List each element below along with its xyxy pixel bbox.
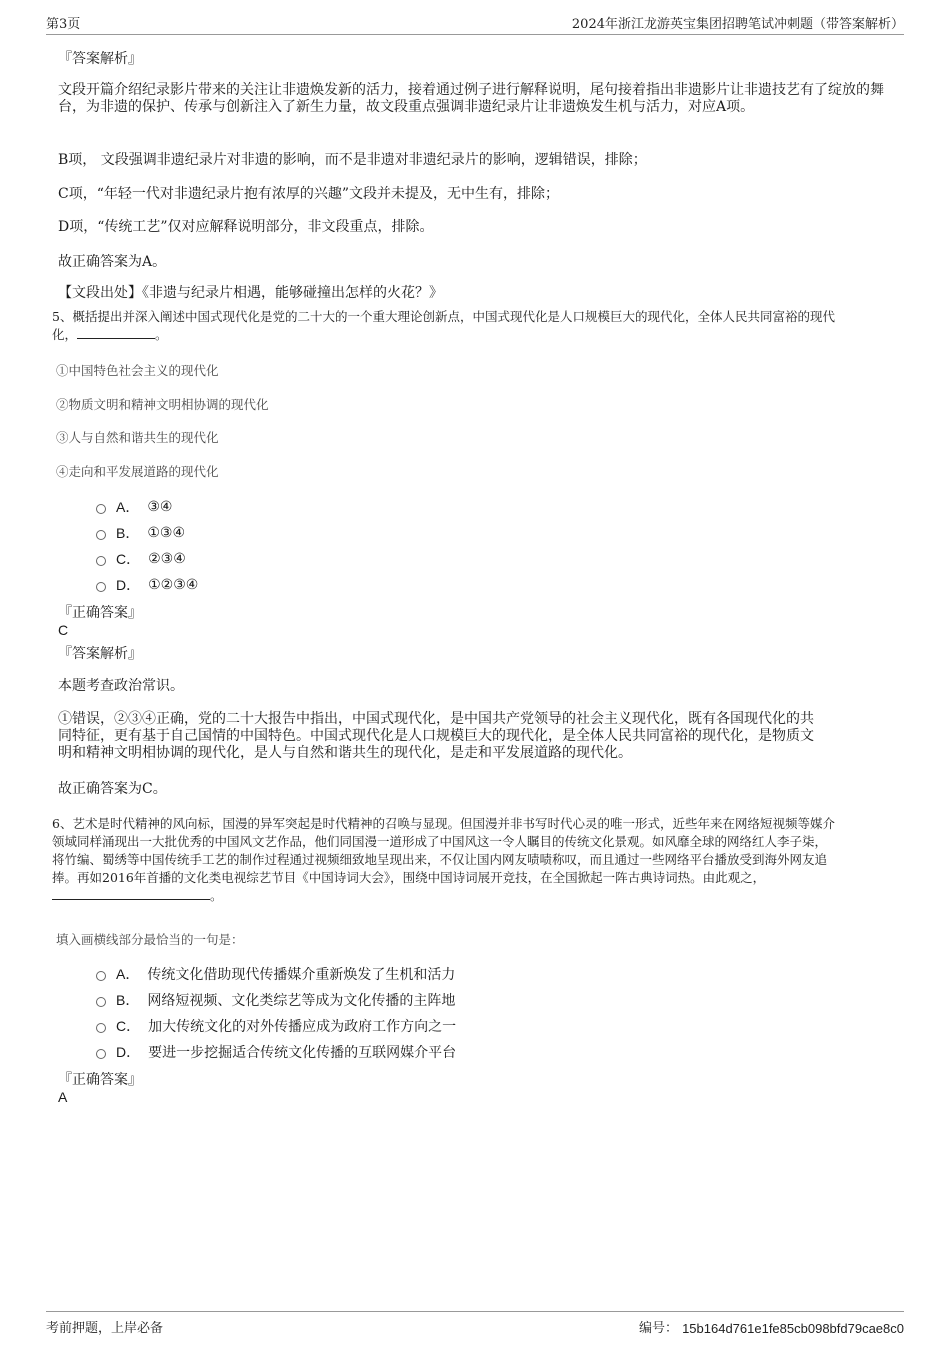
choice-option-a[interactable]: A． ③④ bbox=[96, 497, 172, 517]
choice-option-c[interactable]: C． ②③④ bbox=[96, 549, 186, 569]
analysis-label: 『答案解析』 bbox=[58, 51, 142, 67]
radio-icon[interactable] bbox=[96, 530, 106, 540]
analysis-conclusion: 故正确答案为A。 bbox=[58, 254, 167, 270]
analysis-paragraph: 文段开篇介绍纪录影片带来的关注让非遗焕发新的活力，接着通过例子进行解释说明，尾句接着指出非遗影片让非遗技艺有了绽放的舞台，为非遗的保护、传承与创新注入了新生力量，故文段重点强调非遗纪录片让非遗焕发生机与活力，对应A项。 bbox=[58, 82, 884, 115]
fill-blank bbox=[52, 887, 210, 900]
radio-icon[interactable] bbox=[96, 1049, 106, 1059]
statement-item: ①中国特色社会主义的现代化 bbox=[56, 363, 219, 378]
radio-icon[interactable] bbox=[96, 582, 106, 592]
statement-item: ②物质文明和精神文明相协调的现代化 bbox=[56, 397, 269, 412]
analysis-paragraph: B项， 文段强调非遗纪录片对非遗的影响，而不是非遗对非遗纪录片的影响，逻辑错误，排除； bbox=[58, 152, 647, 168]
question-5-stem bbox=[52, 308, 900, 344]
choice-option-c[interactable]: C． 加大传统文化的对外传播应成为政府工作方向之一 bbox=[96, 1016, 456, 1036]
choice-option-d[interactable]: D． ①②③④ bbox=[96, 575, 198, 595]
correct-answer: A bbox=[58, 1089, 68, 1105]
analysis-label: 『答案解析』 bbox=[58, 646, 142, 662]
choice-option-b[interactable]: B． ①③④ bbox=[96, 523, 185, 543]
document-code: 编号： 15b164d761e1fe85cb098bfd79cae8c0 bbox=[639, 1321, 904, 1336]
radio-icon[interactable] bbox=[96, 504, 106, 514]
radio-icon[interactable] bbox=[96, 997, 106, 1007]
analysis-paragraph: C项，“年轻一代对非遗纪录片抱有浓厚的兴趣”文段并未提及，无中生有，排除； bbox=[58, 186, 560, 202]
radio-icon[interactable] bbox=[96, 556, 106, 566]
statement-item: ④走向和平发展道路的现代化 bbox=[56, 464, 219, 479]
analysis-paragraph: D项，“传统工艺”仅对应解释说明部分，非文段重点，排除。 bbox=[58, 219, 434, 235]
document-title: 2024年浙江龙游英宝集团招聘笔试冲刺题（带答案解析） bbox=[571, 17, 904, 32]
page-header bbox=[46, 10, 904, 35]
correct-answer-label: 『正确答案』 bbox=[58, 1072, 142, 1088]
fill-blank bbox=[77, 326, 155, 339]
choice-option-d[interactable]: D． 要进一步挖掘适合传统文化传播的互联网媒介平台 bbox=[96, 1042, 456, 1062]
analysis-conclusion: 故正确答案为C。 bbox=[58, 781, 167, 797]
radio-icon[interactable] bbox=[96, 971, 106, 981]
choice-option-a[interactable]: A． 传统文化借助现代传播媒介重新焕发了生机和活力 bbox=[96, 964, 455, 984]
question-5-stem-line: 化， 。 bbox=[52, 327, 168, 342]
analysis-paragraph: ①错误，②③④正确，党的二十大报告中指出，中国式现代化，是中国共产党领导的社会主义现代化，既有各国现代化的共 同特征，更有基于自己国情的中国特色。中国式现代化是人口规模巨大的现代化，是全体人民共同富裕的现代化，是物质文 明和精神文明相协调的现代化，是人与自然和谐共生的现代化，是走和平发展道路的现代化。 bbox=[58, 711, 814, 761]
correct-answer-label: 『正确答案』 bbox=[58, 605, 142, 621]
analysis-paragraph: 本题考查政治常识。 bbox=[58, 678, 184, 694]
radio-icon[interactable] bbox=[96, 1023, 106, 1033]
page-number: 第3页 bbox=[46, 17, 81, 32]
question-6-stem: 6、艺术是时代精神的风向标，国漫的异军突起是时代精神的召唤与显现。但国漫并非书写时代心灵的唯一形式，近些年来在网络短视频等媒介 领域同样涌现出一大批优秀的中国风文艺作品，他们同国漫一道形成了中国风这一令人瞩目的传统文化景观。如风靡全球的网络红人李子柒， 将竹编、蜀绣等中国传统手工艺的制作过程通过视频细致地呈现出来，不仅让国内网友啧啧称叹，而且通过一些网络平台播放受到海外网友追 捧。再如2016年首播的文化类电视综艺节目《中国诗词大会》，围绕中国诗词展开竞技，在全国掀起一阵古典诗词热。由此观之， 。 bbox=[52, 816, 835, 903]
question-5-stem-line: 5、概括提出并深入阐述中国式现代化是党的二十大的一个重大理论创新点，中国式现代化是人口规模巨大的现代化，全体人民共同富裕的现代 bbox=[52, 309, 835, 324]
correct-answer: C bbox=[58, 622, 69, 638]
statement-item: ③人与自然和谐共生的现代化 bbox=[56, 430, 219, 445]
footer-slogan: 考前押题，上岸必备 bbox=[46, 1321, 164, 1336]
page-footer bbox=[46, 1311, 904, 1336]
source-citation: 【文段出处】《非遗与纪录片相遇，能够碰撞出怎样的火花？》 bbox=[58, 285, 443, 301]
question-instruction: 填入画横线部分最恰当的一句是： bbox=[56, 932, 244, 947]
choice-option-b[interactable]: B． 网络短视频、文化类综艺等成为文化传播的主阵地 bbox=[96, 990, 455, 1010]
